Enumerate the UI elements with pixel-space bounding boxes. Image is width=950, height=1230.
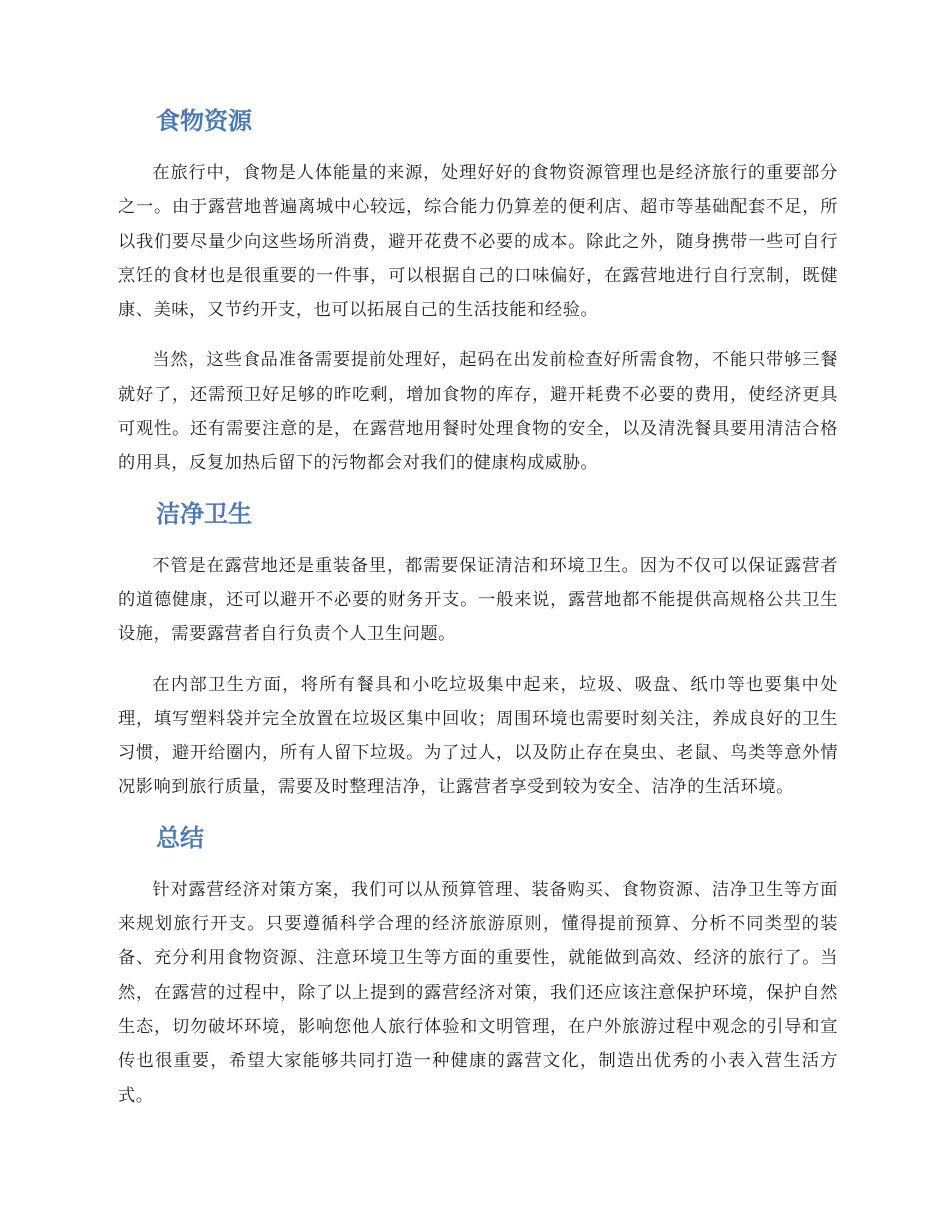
section-cleanliness-hygiene [118, 497, 838, 805]
paragraph: 当然，这些食品准备需要提前处理好，起码在出发前检查好所需食物，不能只带够三餐就好了，还需预卫好足够的昨吃剩，增加食物的库存，避开耗费不必要的费用，使经济更具可观性。还有需要注意的是，在露营地用餐时处理食物的安全，以及清洗餐具要用清洁合格的用具，反复加热后留下的污物都会对我们的健康构成威胁。 [118, 350, 838, 474]
paragraph: 针对露营经济对策方案，我们可以从预算管理、装备购买、食物资源、洁净卫生等方面来规划旅行开支。只要遵循科学合理的经济旅游原则，懂得提前预算、分析不同类型的装备、充分利用食物资源、注意环境卫生等方面的重要性，就能做到高效、经济的旅行了。当然，在露营的过程中，除了以上提到的露营经济对策，我们还应该注意保护环境，保护自然生态，切勿破坏环境，影响您他人旅行体验和文明管理，在户外旅游过程中观念的引导和宣传也很重要，希望大家能够共同打造一种健康的露营文化，制造出优秀的小表入营生活方式。 [118, 879, 838, 1106]
document-page [118, 104, 838, 1129]
section-summary [118, 821, 838, 1113]
section-food-resources [118, 104, 838, 481]
section-title: 洁净卫生 [156, 499, 252, 528]
paragraph: 不管是在露营地还是重装备里，都需要保证清洁和环境卫生。因为不仅可以保证露营者的道德健康，还可以避开不必要的财务开支。一般来说，露营地都不能提供高规格公共卫生设施，需要露营者自行负责个人卫生问题。 [118, 555, 838, 645]
paragraph: 在旅行中，食物是人体能量的来源，处理好好的食物资源管理也是经济旅行的重要部分之一。由于露营地普遍离城中心较远，综合能力仍算差的便利店、超市等基础配套不足，所以我们要尽量少向这些场所消费，避开花费不必要的成本。除此之外，随身携带一些可自行烹饪的食材也是很重要的一件事，可以根据自己的口味偏好，在露营地进行自行烹制，既健康、美味，又节约开支，也可以拓展自己的生活技能和经验。 [118, 163, 838, 321]
section-title: 总结 [156, 823, 204, 852]
paragraph: 在内部卫生方面，将所有餐具和小吃垃圾集中起来，垃圾、吸盘、纸巾等也要集中处理，填写塑料袋并完全放置在垃圾区集中回收；周围环境也需要时刻关注，养成良好的卫生习惯，避开给圈内，所有人留下垃圾。为了过人，以及防止存在臭虫、老鼠、鸟类等意外情况影响到旅行质量，需要及时整理洁净，让露营者享受到较为安全、洁净的生活环境。 [118, 674, 838, 798]
section-title: 食物资源 [156, 107, 252, 135]
